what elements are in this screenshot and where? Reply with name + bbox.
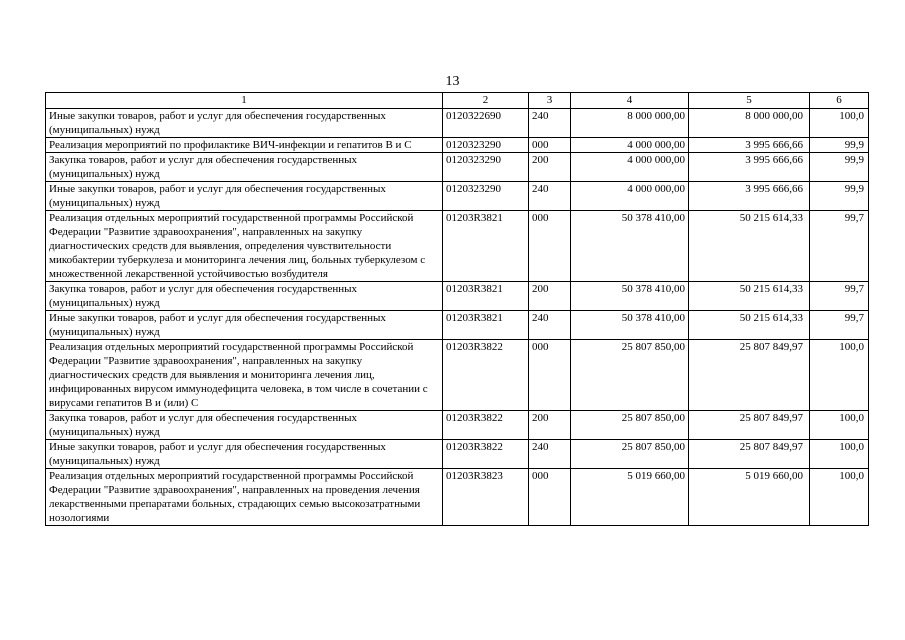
- row-description: Иные закупки товаров, работ и услуг для обеспечения государственных (муниципальных) нужд: [46, 311, 443, 340]
- row-planned: 50 378 410,00: [571, 311, 689, 340]
- row-code: 01203R3822: [443, 340, 529, 411]
- column-header-3: 3: [529, 93, 571, 109]
- row-percent: 99,9: [810, 138, 869, 153]
- row-percent: 99,7: [810, 311, 869, 340]
- row-description: Закупка товаров, работ и услуг для обеспечения государственных (муниципальных) нужд: [46, 411, 443, 440]
- table-row: [46, 282, 869, 311]
- row-description: Иные закупки товаров, работ и услуг для обеспечения государственных (муниципальных) нужд: [46, 182, 443, 211]
- row-description: Иные закупки товаров, работ и услуг для обеспечения государственных (муниципальных) нужд: [46, 109, 443, 138]
- row-type: 240: [529, 440, 571, 469]
- table-row: [46, 311, 869, 340]
- row-description: Иные закупки товаров, работ и услуг для обеспечения государственных (муниципальных) нужд: [46, 440, 443, 469]
- row-planned: 50 378 410,00: [571, 282, 689, 311]
- column-header-1: 1: [46, 93, 443, 109]
- row-type: 000: [529, 340, 571, 411]
- row-planned: 5 019 660,00: [571, 469, 689, 526]
- row-percent: 99,7: [810, 211, 869, 282]
- row-planned: 4 000 000,00: [571, 153, 689, 182]
- row-code: 0120323290: [443, 138, 529, 153]
- row-type: 200: [529, 153, 571, 182]
- table-row: [46, 440, 869, 469]
- row-description: Реализация отдельных мероприятий государственной программы Российской Федерации "Развитие здравоохранения", направленных на закупку диагностических средств для выявления, определения чувствительности микобактерии туберкулеза и мониторинга лечения лиц, больных туберкулезом с множественной лекарственной устойчивостью возбудителя: [46, 211, 443, 282]
- row-type: 200: [529, 282, 571, 311]
- row-planned: 25 807 850,00: [571, 440, 689, 469]
- row-description: Реализация мероприятий по профилактике ВИЧ-инфекции и гепатитов В и С: [46, 138, 443, 153]
- row-type: 000: [529, 211, 571, 282]
- row-executed: 3 995 666,66: [689, 153, 810, 182]
- row-percent: 99,9: [810, 153, 869, 182]
- row-percent: 100,0: [810, 340, 869, 411]
- row-percent: 100,0: [810, 440, 869, 469]
- row-description: Реализация отдельных мероприятий государственной программы Российской Федерации "Развитие здравоохранения", направленных на закупку диагностических средств для выявления и мониторинга лечения лиц, инфицированных вирусом иммунодефицита человека, в том числе в сочетании с вирусами гепатитов В и (или) С: [46, 340, 443, 411]
- row-executed: 25 807 849,97: [689, 440, 810, 469]
- row-executed: 5 019 660,00: [689, 469, 810, 526]
- row-code: 0120323290: [443, 182, 529, 211]
- row-planned: 50 378 410,00: [571, 211, 689, 282]
- row-planned: 25 807 850,00: [571, 340, 689, 411]
- row-executed: 3 995 666,66: [689, 138, 810, 153]
- table-row: [46, 153, 869, 182]
- row-planned: 8 000 000,00: [571, 109, 689, 138]
- row-code: 01203R3821: [443, 311, 529, 340]
- row-executed: 50 215 614,33: [689, 282, 810, 311]
- row-description: Закупка товаров, работ и услуг для обеспечения государственных (муниципальных) нужд: [46, 153, 443, 182]
- row-type: 240: [529, 311, 571, 340]
- row-code: 01203R3822: [443, 440, 529, 469]
- page-number: 13: [445, 74, 460, 89]
- row-type: 240: [529, 109, 571, 138]
- row-code: 0120322690: [443, 109, 529, 138]
- row-type: 000: [529, 469, 571, 526]
- budget-table: [45, 92, 869, 526]
- column-header-2: 2: [443, 93, 529, 109]
- row-percent: 99,9: [810, 182, 869, 211]
- row-executed: 8 000 000,00: [689, 109, 810, 138]
- row-percent: 100,0: [810, 469, 869, 526]
- row-executed: 25 807 849,97: [689, 340, 810, 411]
- table-row: [46, 138, 869, 153]
- table-row: [46, 182, 869, 211]
- row-type: 200: [529, 411, 571, 440]
- row-executed: 50 215 614,33: [689, 211, 810, 282]
- row-planned: 4 000 000,00: [571, 138, 689, 153]
- row-code: 01203R3822: [443, 411, 529, 440]
- table-row: [46, 211, 869, 282]
- table-row: [46, 469, 869, 526]
- column-header-5: 5: [689, 93, 810, 109]
- row-executed: 50 215 614,33: [689, 311, 810, 340]
- table-row: [46, 109, 869, 138]
- row-percent: 100,0: [810, 109, 869, 138]
- row-planned: 25 807 850,00: [571, 411, 689, 440]
- row-percent: 100,0: [810, 411, 869, 440]
- header-row: [46, 93, 869, 109]
- row-executed: 25 807 849,97: [689, 411, 810, 440]
- column-header-6: 6: [810, 93, 869, 109]
- row-description: Закупка товаров, работ и услуг для обеспечения государственных (муниципальных) нужд: [46, 282, 443, 311]
- row-type: 240: [529, 182, 571, 211]
- row-code: 01203R3823: [443, 469, 529, 526]
- table-row: [46, 340, 869, 411]
- row-code: 0120323290: [443, 153, 529, 182]
- row-percent: 99,7: [810, 282, 869, 311]
- row-description: Реализация отдельных мероприятий государственной программы Российской Федерации "Развитие здравоохранения", направленных на проведения лечения лекарственными препаратами больных, страдающих семью высокозатратными нозологиями: [46, 469, 443, 526]
- column-header-4: 4: [571, 93, 689, 109]
- row-code: 01203R3821: [443, 282, 529, 311]
- row-type: 000: [529, 138, 571, 153]
- row-planned: 4 000 000,00: [571, 182, 689, 211]
- row-code: 01203R3821: [443, 211, 529, 282]
- row-executed: 3 995 666,66: [689, 182, 810, 211]
- table-row: [46, 411, 869, 440]
